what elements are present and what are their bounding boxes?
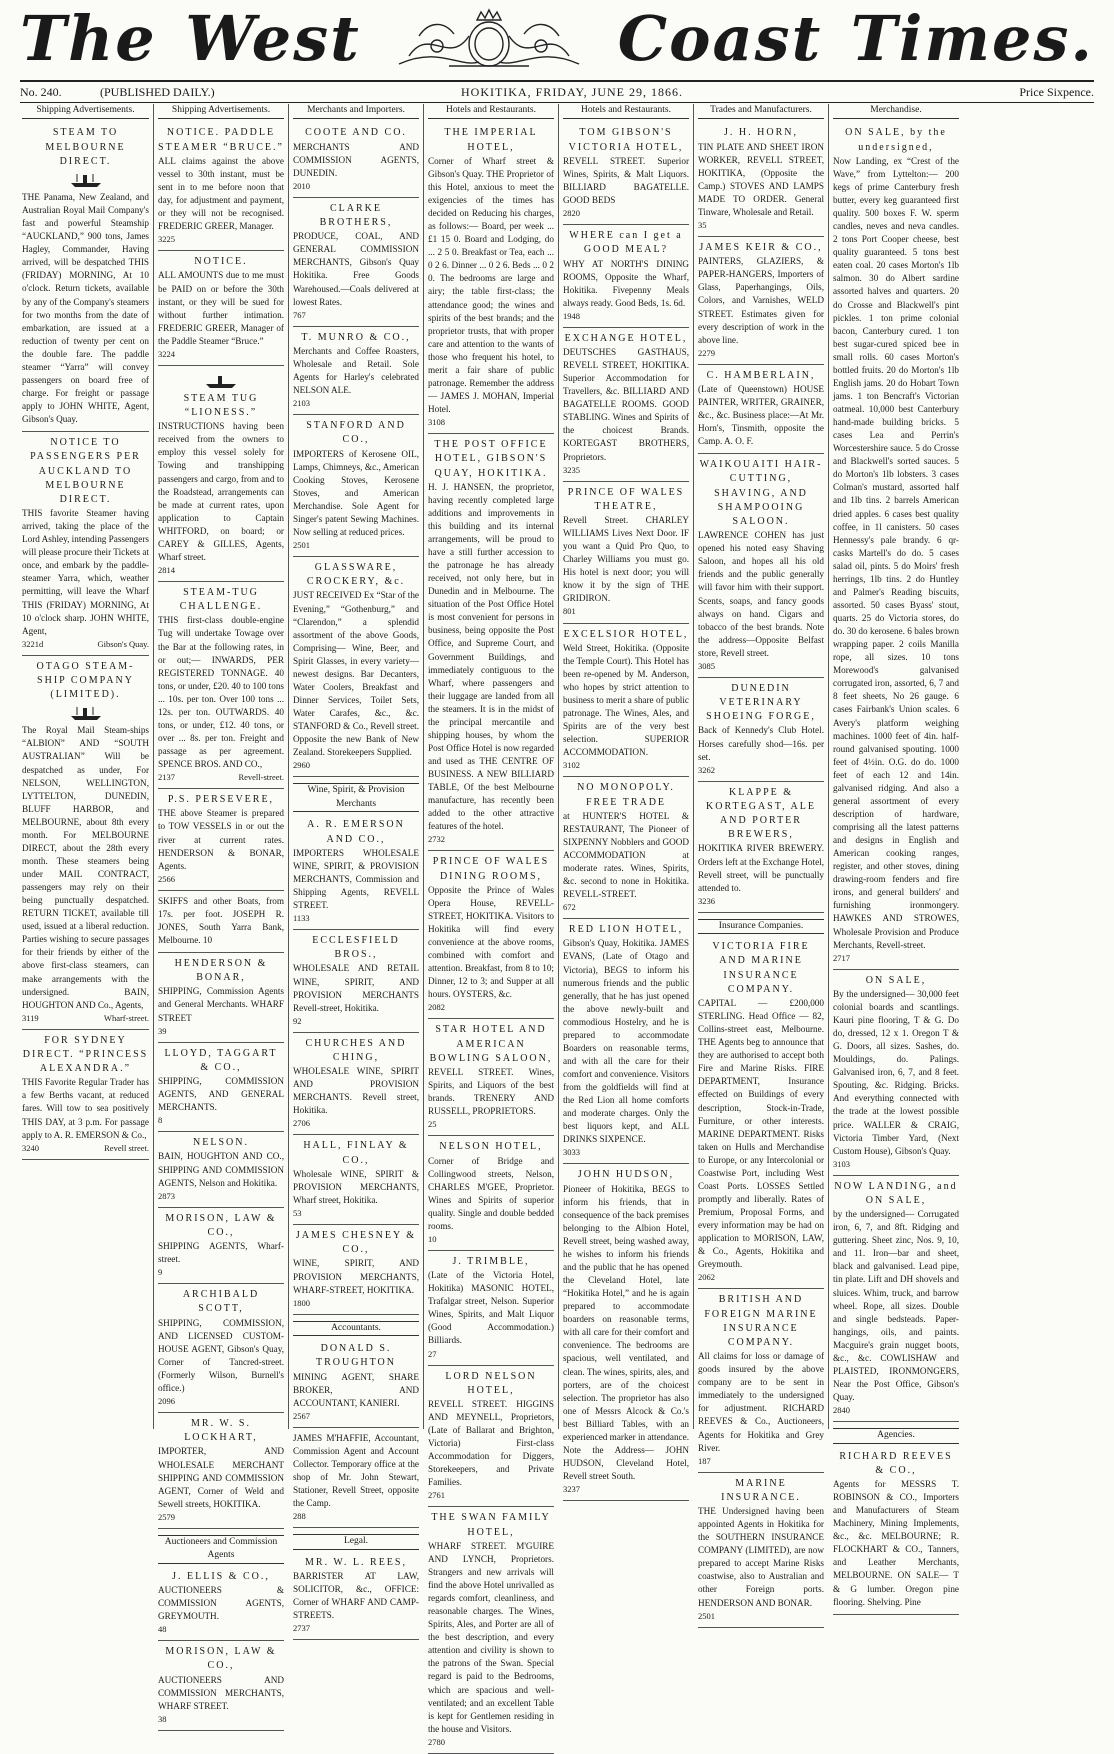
ad-body: BAIN, HOUGHTON AND CO., SHIPPING AND COMMISSION AGENTS, Nelson and Hokitika. [158,1151,284,1188]
column-1 [18,104,153,1429]
ad-ref: 27 [428,1348,437,1359]
ad-ref: 10 [428,1233,437,1244]
advertisement [158,891,284,953]
ad-heading: C. HAMBERLAIN, [706,369,816,381]
ad-heading: EXCELSIOR HOTEL, [563,628,689,640]
ad-ref: 3235 [563,464,580,475]
ad-body: The Royal Mail Steam-ships “ALBION” AND “SOUTH AUSTRALIAN” Will be despatched as under, For NELSON, WELLINGTON, LYTTELTON, DUNEDIN, BLUFF HARBOR, and MELBOURNE, about 8th every month. For MELBOURNE DIRECT, about the 28th every month. These steamers being under MAIL CONTRACT, passengers may rely on their being punctually despatched. RETURN TICKET, available till used, issued at a liberal reduction. Parties wishing to secure passages for their friends by either of the above first-class steamers, can make arrangements with the undersigned. BAIN, HOUGHTON AND Co., Agents, [22,725,149,1010]
column-2 [153,104,288,1724]
ad-ref: 1948 [563,310,580,321]
ad-ref: 8 [158,1115,163,1126]
ad-heading: PRINCE OF WALES THEATRE, [567,486,685,512]
ad-body: Now Landing, ex “Crest of the Wave,” from Lyttelton:— 200 kegs of prime Canterbury fresh butter, every keg guaranteed first quality. 500 boxes F. W. sperm candles, neves and neva candles. 2 tons Port Cooper cheese, best quality guaranteed. 5 tons best eaten coal. 20 cases Morton's 1lb salmon. 30 do Albert sardine assorted halves and quarters. 20 do Crosse and Blackwell's pint pickles. 1 ton prime colonial bacon, Canterbury cured. 1 ton best sugar-cured spiced bee in small rolls. 60 cases Morton's bottled fruits. 20 do Morton's 1lb English jams. 20 do Hobart Town jams. 1 ton Bencraft's Victorian oatmeal. 10,000 best Canterbury hand-made building bricks. 5 cases Lea and Perrin's Worcestershire sauce. 5 do Crosse and Blackwell's sorted sauces. 5 do Morton's 1lb lobsters. 3 cases Colman's mustard, assorted half and 1lb tins. 2 barrels American dried apples. 6 cases best quality coffee, in 1l canisters. 50 cases Hennessy's pale brandy. 6 qr-casks Martell's do do. 5 cases salad oil, pints. 5 do Moirs' fresh herrings, 1lb tins. 2 do Huntley and Palmer's Reading biscuits, assorted. 50 cases Byass' stout, quarts. 25 do Victoria stores, do do. 30 do kerosene. 6 bales brown wrapping paper. 2 coils Manilla rope, all sizes. 10 tons Morewood's galvanised corrugated iron, assorted, 6, 7 and 8 feet sheets, No 26 gauge. 6 cases Fairbank's Union scales. 6 Avery's platform weighing machines. 1000 feet of 4in. half-round galvanised spouting. 1000 feet of 4½in. O.G. do do. 1000 feet of each 12 and 14in. galvanised ridging. And also a general assortment of every description of hardware, comprising all the latest patterns and designs in English and American cooking ranges, register, and other stoves, dining drawing-room fenders and fire irons, and general builders' and furnishing ironmongery. HAWKES AND STROWES, Wholesale Provision and Produce Merchants, Revell-street. [833,155,959,950]
advertisement [293,557,419,777]
ad-heading: RED LION HOTEL, [568,924,684,936]
masthead-word-west: West [185,2,361,75]
advertisement [563,482,689,624]
column-heading: Shipping Advertisements. [158,104,284,119]
advertisement [293,1135,419,1225]
section-heading: Legal. [293,1534,419,1549]
ad-heading: LLOYD, TAGGART & CO., [164,1047,278,1073]
advertisement [22,122,149,432]
ad-ref: 3103 [833,1158,850,1169]
ad-heading: MARINE INSURANCE. [721,1477,801,1503]
ad-heading: HENDERSON & BONAR, [174,958,268,984]
ad-heading: STANFORD AND CO., [306,420,406,446]
ad-ref: 3033 [563,1147,580,1158]
advertisement [293,327,419,416]
ad-body: TIN PLATE AND SHEET IRON WORKER, REVELL STREET, HOKITIKA, (Opposite the Camp.) STOVES AND LAMPS MADE TO ORDER. General Tinware, Wholesale and Retail. [698,141,824,217]
advertisement [563,624,689,778]
section-heading: Accountants. [293,1321,419,1336]
ad-body: Wholesale WINE, SPIRIT & PROVISION MERCHANTS, Wharf street, Hokitika. [293,1168,419,1205]
ad-ref: 35 [698,220,707,231]
ad-body: PAINTERS, GLAZIERS, & PAPER-HANGERS, Importers of Glass, Paperhangings, Oils, Colors, and Varnishes, WELD STREET. Estimates given for every description of work in the above line. [698,256,824,345]
ad-ref: 2840 [833,1405,850,1416]
ad-body: Revell Street. CHARLEY WILLIAMS Lives Next Door. IF you want a Quid Pro Quo, to Charley Williams you must go. His hotel is next door; you will know it by the sign of THE GRIDIRON. [563,515,689,604]
ad-body: AUCTIONEERS AND COMMISSION MERCHANTS, WHARF STREET. [158,1674,284,1711]
ad-ref: 672 [563,902,576,913]
ad-heading: J. ELLIS & CO., [172,1570,270,1582]
advertisement [428,1366,554,1508]
ad-ref: 2137 [158,772,175,783]
ad-sig: Revell-street. [238,772,284,783]
ad-body: IMPORTERS of Kerosene OIL, Lamps, Chimneys, &c., American Cooking Stoves, Kerosene Stoves, and American Merchandise. Sole Agent for Singer's patent Sewing Machines. Now selling at reduced prices. [293,448,419,537]
ad-ref: 3221d [22,638,44,649]
ad-body: (Late of the Victoria Hotel, Hokitika) MASONIC HOTEL, Trafalgar street, Nelson. Superior Wines, Spirits, and Malt Liquor (Good Accommodation.) Billiards. [428,1270,554,1346]
ad-ref: 48 [158,1624,167,1635]
ad-body: (Late of Queenstown) HOUSE PAINTER, WRITER, GRAINER, &c., &c. Business place:—At Mr. Horn's, Tinsmith, opposite the Camp. A. O. F. [698,383,824,447]
ad-body: THE Panama, New Zealand, and Australian Royal Mail Company's fast and powerful Steamship “AUCKLAND,” 900 tons, James Hagley, Commander, Having arrived, will be despatched THIS (FRIDAY) MORNING, At 10 o'clock. Return tickets, available by any of the Company's steamers for two months from the date of embarkation, are issued at a reduction of twenty per cent on the double fare. The paddle steamer “Yarra” will convey passengers on board free of charge. For freight or passage apply to JOHN WHITE, Agent, Gibson's Quay. [22,192,149,425]
ad-heading: THE IMPERIAL HOTEL, [444,127,538,153]
advertisement [563,777,689,919]
steamship-icon [204,373,238,389]
advertisement [563,328,689,482]
ad-heading: STEAM-TUG CHALLENGE. [179,587,263,613]
advertisement [293,1428,419,1528]
ad-body: THE Undersigned having been appointed Agents in Hokitika for the SOUTHERN INSURANCE COMPANY (LIMITED), are now prepared to accept Marine Risks coastwise, also to Australian and other Foreign ports. HENDERSON AND BONAR. [698,1506,824,1608]
ad-body: SHIPPING, COMMISSION, AND LICENSED CUSTOM-HOUSE AGENT, Gibson's Quay, Corner of Tancred-street. (Formerly Wilson, Burnell's office.) [158,1317,284,1393]
ad-heading: J. TRIMBLE, [452,1255,530,1267]
advertisement [158,1284,284,1413]
ad-ref: 2082 [428,1002,445,1013]
ad-body: LAWRENCE COHEN has just opened his noted easy Shaving Saloon, and hopes all his old friends and the public generally will favor him with their support. Scents, soaps, and fancy goods always on hand. Cigars and tobacco of the best brands. Note the address—Opposite Belfast store, Revell street. [698,530,824,658]
advertisement [428,851,554,1019]
ad-body: THE above Steamer is prepared to TOW VESSELS in or out the river at current rates. HENDERSON & BONAR, Agents. [158,808,284,871]
advertisement [158,1208,284,1285]
masthead-word-the: The [20,2,157,75]
ad-body: SHIPPING, COMMISSION AGENTS, AND GENERAL MERCHANTS. [158,1076,284,1113]
advertisement [833,1176,959,1422]
ad-heading: JAMES KEIR & CO., [699,242,823,254]
ad-body: Pioneer of Hokitika, BEGS to inform his friends, that in consequence of the back premises belonging to the Albion Hotel, Revell street, being washed away, he wishes to inform his friends and the public that he has opened the Cleveland Hotel, late “Hokitika Hotel,” and he is again prepared to accommodate boarders on reasonable terms, with all care for their comfort and convenience. The bedrooms are spacious, well ventilated, and clean. The wines, spirits, ales, and porters, are of the choicest selection. The proprietor has also one of Messrs Alcock & Co.'s best Billiard Tables, with an experienced marker in attendance. Note the Address— JOHN HUDSON, Cleveland Hotel, Revell street South. [563,1183,690,1482]
column-3 [288,104,423,1634]
advertisement [293,1033,419,1136]
ad-body: ALL claims against the above vessel to 30th instant, must be sent in to me before noon that day, for adjustment and payment, or they will not be recognised. FREDERIC GREER, Manager. [158,155,284,232]
advertisement [293,198,419,327]
price: Price Sixpence. [1019,84,1094,99]
ad-ref: 53 [293,1208,302,1219]
ad-heading: ECCLESFIELD BROS., [312,935,400,961]
ad-body: THIS favorite Steamer having arrived, taking the place of the Lord Ashley, intending Passengers will please procure their Tickets at once, and embark by the paddle-steamer Yarra, which, weather permitting, will leave the Wharf THIS (FRIDAY) MORNING, At 10 o'clock sharp. JOHN WHITE, Agent, [22,508,149,636]
advertisement [698,936,824,1289]
ad-body: IMPORTER, AND WHOLESALE MERCHANT SHIPPING AND COMMISSION AGENT, Corner of Weld and Sewell streets, HOKITIKA. [158,1446,284,1509]
advertisement [158,789,284,891]
advertisement [428,1507,554,1753]
ad-heading: NOTICE. [194,256,248,268]
ad-ref: 25 [428,1119,437,1130]
ad-body: SKIFFS and other Boats, from 17s. per foot. JOSEPH R. JONES, South Yarra Bank, Melbourne. 10 [158,895,284,945]
advertisement [158,1641,284,1731]
ad-heading: DUNEDIN VETERINARY SHOEING FORGE, [706,682,816,723]
ad-heading: STEAM TO MELBOURNE DIRECT. [45,127,126,167]
advertisement [158,122,284,251]
ad-heading: STAR HOTEL AND AMERICAN BOWLING SALOON, [429,1024,553,1064]
advertisement [293,122,419,197]
ad-heading: GLASSWARE, CROCKERY, &c. [306,562,406,588]
section-heading: Insurance Companies. [698,919,824,934]
ad-ref: 288 [293,1511,306,1522]
ad-body: Corner of Wharf street & Gibson's Quay. THE Proprietor of this Hotel, anxious to meet the exigencies of the times has decided on Reducing his charges, as follows:— Board, per week ... £1 15 0. Board and Lodging, do ... 2 5 0. Breakfast or Tea, each ... 0 2 6. Dinner ... 0 2 6. Beds ... 0 2 0. The bedrooms are large and airy; the table first-class; the attendance good; the wines and spirits of the best brands; and the proprietor trusts, that with proper care and attention to the wants of those who frequent his hotel, to merit a fair share of public patronage. Remember the address— JAMES J. MOHAN, Imperial Hotel. [428,155,554,415]
ad-body: PRODUCE, COAL, AND GENERAL COMMISSION MERCHANTS, Gibson's Quay Hokitika. Free Goods Warehoused.—Coals delivered at lowest Rates. [293,231,419,307]
ad-heading: TOM GIBSON'S VICTORIA HOTEL, [568,127,684,153]
advertisement [293,814,419,930]
ad-body: DEUTSCHES GASTHAUS, REVELL STREET, HOKITIKA. Superior Accommodation for Travellers, &c. BILLIARD AND BAGATELLE ROOMS. GOOD STABLING. Wines and Spirits of the choicest Brands. KORTEGAST BROTHERS, Proprietors. [563,347,689,462]
column-5 [558,104,693,1495]
ad-ref: 2761 [428,1490,445,1501]
ad-ref: 3119 [22,1012,39,1023]
ad-ref: 2567 [293,1410,310,1421]
ad-heading: ON SALE, by the undersigned, [845,127,947,153]
ad-ref: 3085 [698,660,715,671]
section-heading: Wine, Spirit, & Provision Merchants [293,783,419,812]
advertisement [293,1225,419,1315]
column-heading: Trades and Manufacturers. [698,104,824,119]
ad-body: WHOLESALE WINE, SPIRIT AND PROVISION MERCHANTS. Revell street, Hokitika. [293,1066,419,1116]
ad-body: AUCTIONEERS & COMMISSION AGENTS, GREYMOUTH. [158,1585,284,1622]
ad-heading: NELSON. [193,1137,249,1149]
advertisement [158,953,284,1043]
ad-heading: THE POST OFFICE HOTEL, GIBSON'S QUAY, HOKITIKA. [434,439,548,479]
advertisement [158,1043,284,1133]
advertisement [563,1164,689,1501]
advertisement [158,582,284,789]
ad-heading: RICHARD REEVES & CO., [839,1450,953,1476]
ad-heading: OTAGO STEAM-SHIP COMPANY (LIMITED). [36,660,135,701]
ad-body: REVELL STREET. Superior Wines, Spirits, & Malt Liquors. BILLIARD BAGATELLE. GOOD BEDS [563,155,689,206]
ad-heading: DONALD S. TROUGHTON [315,1343,397,1369]
ad-heading: MR. W. S. LOCKHART, [184,1418,258,1444]
ad-ref: 3224 [158,348,175,359]
steamship-icon [69,172,103,188]
advertisement [563,919,689,1164]
ad-ref: 3240 [22,1142,39,1153]
column-4 [423,104,558,1747]
advertisement [158,1413,284,1529]
ad-sig: Wharf-street. [103,1012,149,1023]
ad-body: All claims for loss or damage of goods insured by the above company are to be sent in immediately to the undersigned for adjustment. RICHARD REEVES & Co., Auctioneers, Agents for Hokitika and Grey River. [698,1351,824,1453]
advertisement [698,678,824,782]
ad-body: Corner of Bridge and Collingwood streets, Nelson, CHARLES M'GEE, Proprietor. Wines and Spirits of superior quality. Single and double bedded rooms. [428,1155,554,1231]
ad-heading: KLAPPE & KORTEGAST, ALE AND PORTER BREWERS, [706,786,816,841]
advertisement [428,1251,554,1366]
ad-body: JAMES M'HAFFIE, Accountant, Commission Agent and Account Collector. Temporary office at the shop of Mr. John Stewart, Stationer, Revell Street, opposite the Camp. [293,1432,419,1509]
ad-heading: THE SWAN FAMILY HOTEL, [431,1512,551,1538]
ad-heading: MORISON, LAW & CO., [165,1646,277,1672]
ad-ref: 2579 [158,1511,175,1522]
ad-body: H. J. HANSEN, the proprietor, having recently completed large additions and improvements in this building and its internal arrangements, will be proud to have a still further accession to the patronage he has already received, not only here, but in Dunedin and in Melbourne. The situation of the Post Office Hotel is most convenient for persons in business, being opposite the Post Office, and Supreme Court, and Government Buildings, and immediately contiguous to the Wharf, where passengers and their luggage are landed from all the steamers. It is in the midst of the principal mercantile and shipping houses, by whom the Post Office Hotel is now regarded and used as THE CENTRE OF BUSINESS. A NEW BILLIARD TABLE, Of the best Melbourne manufacture, has recently been added to the other attractive features of the hotel. [428,481,554,832]
ad-heading: CHURCHES AND CHING, [305,1037,407,1063]
advertisement [293,415,419,557]
ad-heading: JAMES CHESNEY & CO., [295,1230,417,1256]
ad-ref: 3262 [698,764,715,775]
advertisement [293,930,419,1033]
advertisement [698,365,824,455]
column-7 [828,104,963,1607]
advertisement [698,237,824,365]
ad-body: at HUNTER'S HOTEL & RESTAURANT, The Pioneer of SIXPENNY Nobblers and GOOD ACCOMMODATION at moderate rates. Wines, Spirits, &c. second to none in Hokitika. REVELL-STREET. [563,810,689,900]
ad-body: by the undersigned— Corrugated iron, 6, 7, and 8ft. Ridging and guttering. Sheet zinc, Nos. 9, 10, and 11. Iron—bar and sheet, black and galvanised. Lead pipe, tin plate. Lift and DH shovels and sluices. Whim, truck, and barrow wheel. Rope, all sizes. Double and single bedsteads. Paper-hangings, oils, and paints. Macguire's grain nugget boots, &c., &c. COWLISHAW and PLAISTED, IRONMONGERS, Near the Post Office, Gibson's Quay. [833,1209,959,1403]
ad-body: WHARF STREET. M'GUIRE AND LYNCH, Proprietors. Strangers and new arrivals will find the above Hotel unrivalled as regards comfort, cleanliness, and reasonable charges. The Wines, Spirits, Ales, and Porter are all of the best description, and every attention and civility is shown to the patrons of the Swan. Special regard is paid to the Bedrooms, which are spacious and well-ventilated; and an excellent Table is kept for Gentlemen residing in the house and Visitors. [428,1540,554,1734]
ad-heading: WAIKOUAITI HAIR-CUTTING, SHAVING, AND SHAMPOOING SALOON. [699,459,823,528]
ad-ref: 2960 [293,760,310,771]
ad-ref: 2732 [428,834,445,845]
ad-body: Opposite the Prince of Wales Opera House, REVELL-STREET, HOKITIKA. Visitors to Hokitika will find every convenience at the above rooms, combined with comfort and attention. Breakfast, from 8 to 10; Dinner, 12 to 3; and Supper at all hours. OYSTERS, &c. [428,884,554,1000]
ad-ref: 2501 [293,540,310,551]
ad-heading: A. R. EMERSON AND CO., [307,819,405,845]
ad-sig: Revell street. [104,1142,149,1153]
masthead-word-coast: Coast [617,2,823,75]
advertisement [22,656,149,1030]
royal-crest-icon [389,6,589,72]
ad-ref: 3108 [428,417,445,428]
advertisement [563,225,689,328]
ad-heading: CLARKE BROTHERS, [319,202,393,229]
ad-heading: T. MUNRO & CO., [301,331,411,343]
ad-heading: MORISON, LAW & CO., [165,1212,277,1238]
advertisement [833,1446,959,1615]
ad-heading: NOW LANDING, and ON SALE, [834,1180,958,1206]
advertisement [428,434,554,851]
advertisement [698,1473,824,1628]
advertisement [158,366,284,582]
ad-ref: 3236 [698,895,715,906]
ad-body: CAPITAL — £200,000 STERLING. Head Office — 82, Collins-street east, Melbourne. THE Agents beg to announce that they are authorised to accept both Fire and Marine Risks. FIRE DEPARTMENT, Insurance effected on Buildings of every description, Stock-in-Trade, Furniture, or other interests. MARINE DEPARTMENT. Risks taken on Hulls and Merchandise to Europe, or any Intercolonial or Coastwise Port, including West Coast Ports. LOSSES Settled promptly and liberally. Rates of Premium, Proposal Forms, and every information may be had on application to MORISON, LAW, & Co., Agents, Hokitika and Greymouth. [698,998,824,1270]
ad-ref: 767 [293,309,306,320]
ad-ref: 2780 [428,1736,445,1747]
advertisement [158,1566,284,1641]
ad-body: WINE, SPIRIT, AND PROVISION MERCHANTS, WHARF-STREET, HOKITIKA. [293,1258,419,1295]
ad-ref: 2279 [698,347,715,358]
advertisement [293,1338,419,1428]
ad-ref: 2096 [158,1396,175,1407]
ad-ref: 2501 [698,1610,715,1621]
ad-body: WHY AT NORTH'S DINING ROOMS, Opposite the Wharf, Hokitika. Fivepenny Meals always ready. Good Beds, 1s. 6d. [563,258,689,308]
masthead [20,4,1094,74]
ad-heading: ARCHIBALD SCOTT, [182,1289,260,1315]
ad-heading: J. H. HORN, [724,127,798,139]
dateline [20,80,1094,103]
ad-heading: LORD NELSON HOTEL, [445,1370,537,1396]
ad-body: INSTRUCTIONS having been received from the owners to employ this vessel solely for Towing and transhipping passengers and cargo, from and to the Roadstead, arrangements can be made at current rates, upon application to Captain WHITFORD, on board; or CAREY & GILLES, Agents, Wharf street. [158,421,284,562]
ad-heading: PRINCE OF WALES DINING ROOMS, [432,856,550,882]
ad-ref: 2706 [293,1118,310,1129]
column-heading: Hotels and Restaurants. [563,104,689,119]
columns [18,104,1098,1747]
ad-ref: 2737 [293,1623,310,1634]
ad-ref: 9 [158,1267,163,1278]
ad-heading: NELSON HOTEL, [439,1141,543,1153]
ad-body: SHIPPING AGENTS, Wharf-street. [158,1241,284,1265]
column-heading: Hotels and Restaurants. [428,104,554,119]
ad-body: THIS first-class double-engine Tug will undertake Towage over the Bar at the following rates, in or out;— INWARDS, PER REGISTERED TONNAGE. 40 tons, or under, £20. 40 to 100 tons ... 10s. per ton. Over 100 tons ... 12s. per ton. OUTWARDS. 40 tons, or under, £12. 40 tons, or over ... 8s. per ton. Freight and passage as per agreement. SPENCE BROS. AND CO., [158,615,284,770]
ad-heading: NOTICE TO PASSENGERS PER AUCKLAND TO MELBOURNE DIRECT. [30,437,141,505]
ad-body: REVELL STREET. Wines, Spirits, and Liquors of the best brands. TRENERY AND RUSSELL, PROPRIETORS. [428,1067,554,1117]
ad-body: SHIPPING, Commission Agents and General Merchants. WHARF STREET [158,986,284,1023]
ad-heading: MR. W. L. REES, [305,1556,407,1568]
ad-ref: 187 [698,1455,711,1466]
advertisement [833,122,959,969]
column-heading: Merchandise. [833,104,959,119]
advertisement [698,122,824,237]
ad-ref: 801 [563,606,576,617]
advertisement [428,1136,554,1251]
advertisement [833,970,959,1176]
ad-body: Merchants and Coffee Roasters, Wholesale and Retail. Sole Agents for Harley's celebrated NELSON ALE. [293,345,419,396]
column-6 [693,104,828,1621]
ad-heading: NO MONOPOLY. FREE TRADE [577,782,675,808]
ad-ref: 1800 [293,1297,310,1308]
ad-heading: COOTE AND CO. [305,127,407,139]
advertisement [698,782,824,913]
ad-heading: VICTORIA FIRE AND MARINE INSURANCE COMPANY. [712,941,810,995]
ad-body: By the undersigned— 30,000 feet colonial boards and scantlings. Kauri pine flooring, T & G. Do do, dressed, 12 x 1. Oregon T & G. Doors, all sizes. Sashes, do. Mouldings, do. Palings. Galvanised iron, 6, 7, and 8 feet. Spouting, &c. Ridging. Bricks. And everything connected with the trade at the lowest possible price. WALLER & CRAIG, Victoria Timber Yard, (Next Custom House), Gibson's Quay. [833,988,959,1156]
ad-ref: 2010 [293,180,310,191]
ad-ref: 2873 [158,1190,175,1201]
section-heading: Agencies. [833,1428,959,1443]
ad-body: HOKITIKA RIVER BREWERY. Orders left at the Exchange Hotel, Revell street, will be punctually attended to. [698,843,824,893]
ad-heading: ON SALE, [865,974,927,986]
advertisement [22,1030,149,1160]
place-and-date: HOKITIKA, FRIDAY, JUNE 29, 1866. [460,84,683,99]
ad-body: Agents for MESSRS T. ROBINSON & CO., Importers and Manufacturers of Steam Machinery, Mining Implements, &c., &c. MELBOURNE; R. FLOCKHART & CO., Tanners, and Leather Merchants, MELBOURNE. ON SALE— T & G lumber. Oregon pine flooring. Shelving. Pine [833,1479,959,1607]
masthead-word-times: Times. [850,2,1094,75]
advertisement [428,1019,554,1136]
ad-ref: 1133 [293,913,310,924]
ad-body: MINING AGENT, SHARE BROKER, AND ACCOUNTANT, KANIERI. [293,1371,419,1408]
ad-ref: 2717 [833,952,850,963]
ad-sig: Gibson's Quay. [97,638,149,649]
ad-heading: WHERE can I get a GOOD MEAL? [569,230,683,256]
advertisement [698,454,824,678]
ad-ref: 2820 [563,208,580,219]
ad-body: ALL AMOUNTS due to me must be PAID on or before the 30th instant, or they will be sued for without further intimation. FREDERIC GREER, Manager of the Paddle Steamer “Bruce.” [158,270,284,346]
ad-heading: JOHN HUDSON, [577,1169,675,1181]
advertisement [22,432,149,656]
column-heading: Merchants and Importers. [293,104,419,119]
ad-ref: 3225 [158,234,175,245]
ad-ref: 38 [158,1713,167,1724]
ad-ref: 3237 [563,1484,580,1495]
advertisement [428,122,554,434]
ad-heading: HALL, FINLAY & CO., [303,1140,409,1166]
ad-ref: 2062 [698,1272,715,1283]
ad-body: IMPORTERS WHOLESALE WINE, SPIRIT, & PROVISION MERCHANTS, Commission and Shipping Agents, REVELL STREET. [293,847,419,910]
ad-ref: 2814 [158,564,175,575]
ad-ref: 39 [158,1025,167,1036]
steamship-icon [69,705,103,721]
issue-number: No. 240. [20,84,62,99]
advertisement [158,251,284,366]
ad-heading: EXCHANGE HOTEL, [564,332,688,344]
ad-heading: STEAM TUG “LIONESS.” [183,392,259,419]
advertisement [158,1132,284,1207]
ad-body: Weld Street, Hokitika. (Opposite the Temple Court). This Hotel has been re-opened by M. Anderson, who hopes by strict attention to business to merit a share of public patronage. The Wines, Ales, and Spirits are of the very best selection. SUPERIOR ACCOMMODATION. [563,642,689,758]
advertisement [293,1552,419,1641]
ad-heading: NOTICE. PADDLE STEAMER “BRUCE.” [158,127,284,153]
column-heading: Shipping Advertisements. [22,104,149,119]
ad-body: JUST RECEIVED Ex “Star of the Evening,” “Gothenburg,” and “Clarendon,” a splendid assortment of the above Goods, Comprising— Wine, Beer, and Spirit Glasses, in every variety—newest designs. Bar Decanters, Water Coolers, Breakfast and Dinner Services, Toilet Sets, Water Carafes, &c., &c. STANFORD & Co., Revell street. Opposite the new Bank of New Zealand. Storekeepers Supplied. [293,590,419,758]
section-heading: Auctioneers and Commission Agents [158,1535,284,1564]
ad-body: MERCHANTS AND COMMISSION AGENTS, DUNEDIN. [293,141,419,178]
advertisement [698,1289,824,1472]
ad-heading: FOR SYDNEY DIRECT. “PRINCESS ALEXANDRA.” [22,1034,149,1075]
ad-ref: 92 [293,1015,302,1026]
ad-body: WHOLESALE AND RETAIL WINE, SPIRIT, AND PROVISION MERCHANTS Revell-street, Hokitika. [293,963,419,1013]
publication-frequency: (PUBLISHED DAILY.) [100,84,215,99]
ad-heading: P.S. PERSEVERE, [167,794,275,806]
advertisement [563,122,689,225]
ad-ref: 3102 [563,760,580,771]
ad-ref: 2566 [158,873,175,884]
ad-heading: BRITISH AND FOREIGN MARINE INSURANCE COMPANY. [704,1294,818,1348]
ad-body: REVELL STREET. HIGGINS AND MEYNELL, Proprietors, (Late of Ballarat and Brighton, Victoria) First-class Accommodation for Diggers, Storekeepers, and Private Families. [428,1398,554,1488]
ad-body: BARRISTER AT LAW, SOLICITOR, &c., OFFICE: Corner of WHARF AND CAMP-STREETS. [293,1570,419,1621]
ad-body: Gibson's Quay, Hokitika. JAMES EVANS, (Late of Otago and Victoria), BEGS to inform his numerous friends and the public generally, that he has just opened the above newly-built and commodious Hostelry, and he is prepared to accommodate Boarders on reasonable terms, and with all the care for their comfort and convenience. Visitors from the goldfields will find at the Red Lion all home comforts and moderate charges. Only the best liquors kept, and ALL DRINKS SIXPENCE. [563,938,689,1145]
ad-ref: 2103 [293,398,310,409]
ad-body: Back of Kennedy's Club Hotel. Horses carefully shod—16s. per set. [698,725,824,762]
ad-body: THIS Favorite Regular Trader has a few Berths vacant, at reduced fares. Will tow to sea positively THIS DAY, at 3 p.m. For passage apply to A. R. EMERSON & Co., [22,1077,149,1140]
